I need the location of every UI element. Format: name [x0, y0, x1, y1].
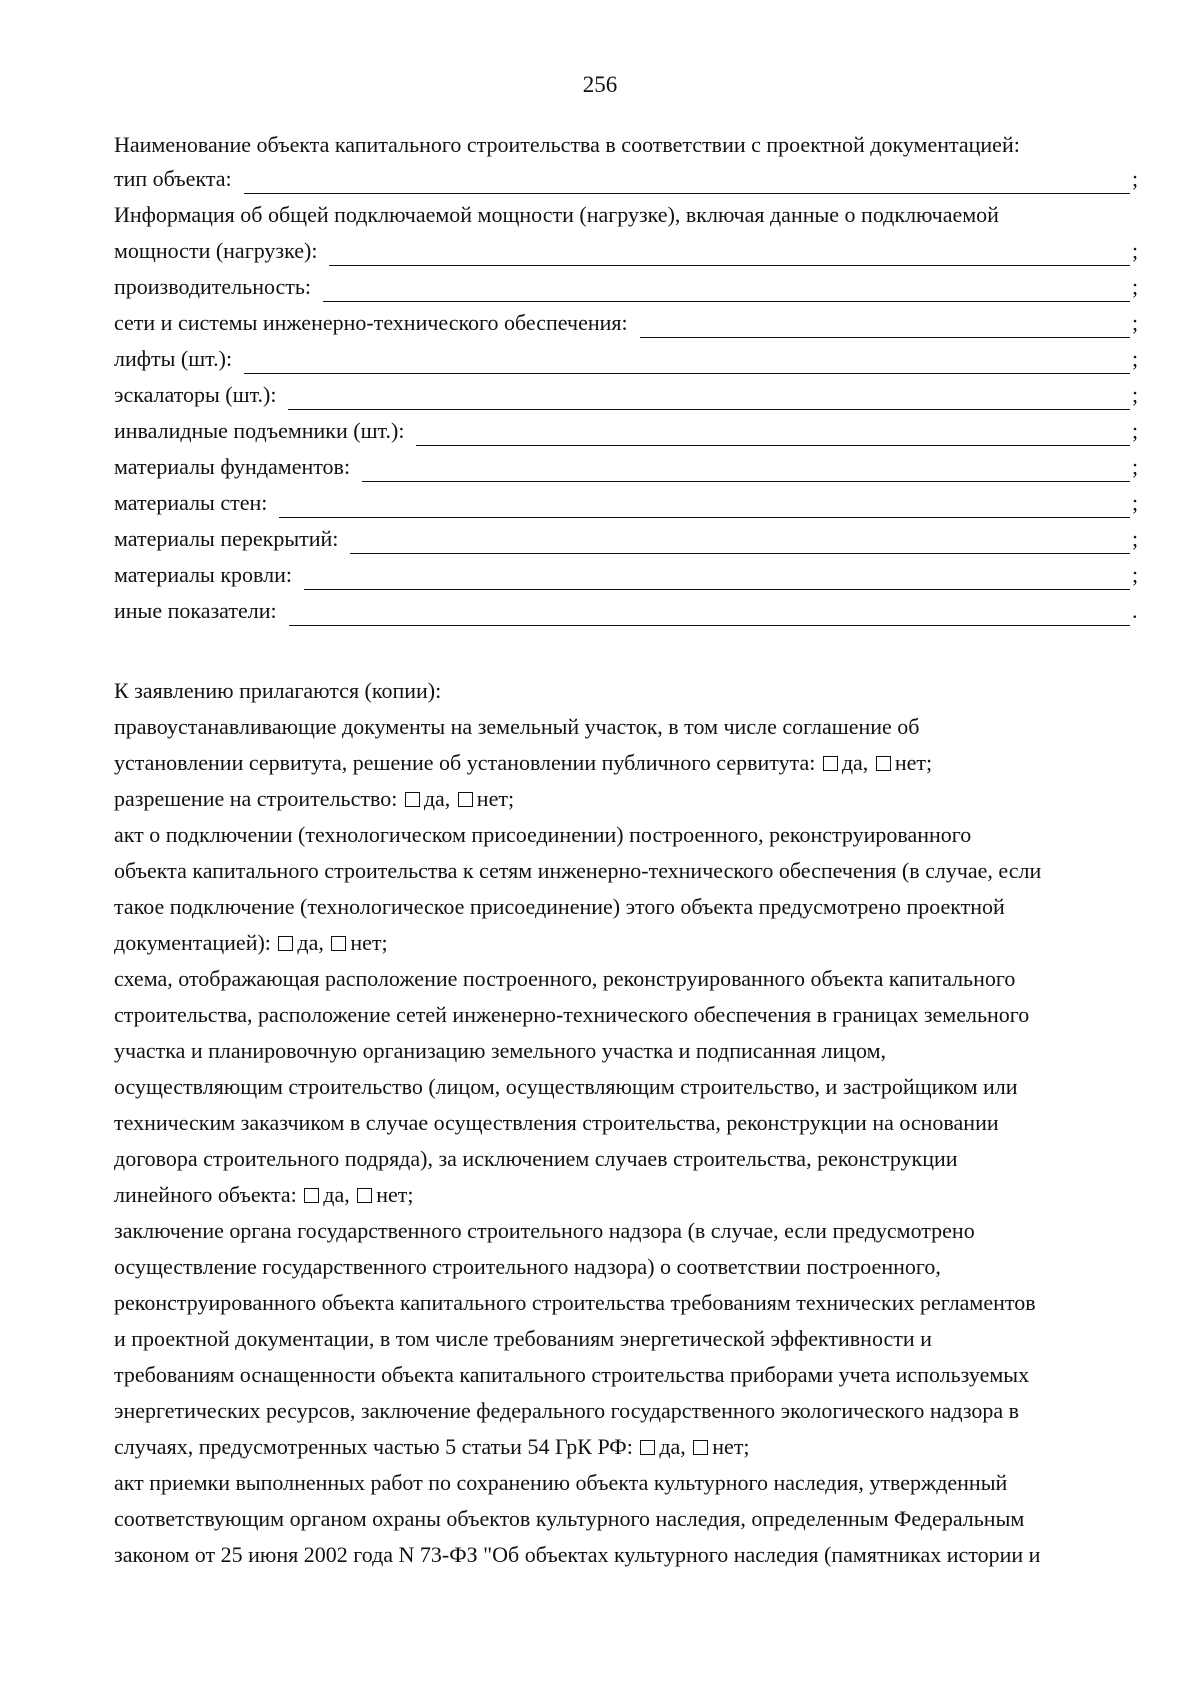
attachment-permit: разрешение на строительство: да, нет;	[114, 786, 515, 811]
productivity-input-line[interactable]	[323, 277, 1130, 302]
attachment-text: реконструированного объекта капитального строительства требованиям технических регламентов	[114, 1290, 1036, 1315]
networks-input-line[interactable]	[640, 313, 1130, 338]
field-foundation: материалы фундаментов: ;	[114, 452, 1140, 482]
attachment-text: акт приемки выполненных работ по сохранению объекта культурного наследия, утвержденный	[114, 1470, 1008, 1495]
field-floors: материалы перекрытий: ;	[114, 524, 1140, 554]
scheme-no-checkbox[interactable]	[357, 1188, 372, 1203]
attachment-text: объекта капитального строительства к сетям инженерно-технического обеспечения (в случае, если	[114, 858, 1042, 883]
permit-yes-checkbox[interactable]	[405, 792, 420, 807]
attachment-text: требованиям оснащенности объекта капитального строительства приборами учета используемых	[114, 1362, 1030, 1387]
attachment-rights-docs: установлении сервитута, решение об установлении публичного сервитута: да, нет;	[114, 750, 933, 775]
rights-docs-no-checkbox[interactable]	[876, 756, 891, 771]
field-label: сети и системы инженерно-технического обеспечения:	[114, 310, 628, 335]
field-capacity: мощности (нагрузке): ;	[114, 236, 1140, 266]
attachment-text: договора строительного подряда), за исключением случаев строительства, реконструкции	[114, 1146, 958, 1171]
lifts-input-line[interactable]	[244, 349, 1130, 374]
attachment-text: соответствующим органом охраны объектов культурного наследия, определенным Федеральным	[114, 1506, 1025, 1531]
attachment-scheme: линейного объекта: да, нет;	[114, 1182, 414, 1207]
attachment-text: техническим заказчиком в случае осуществления строительства, реконструкции на основании	[114, 1110, 999, 1135]
rights-docs-yes-checkbox[interactable]	[823, 756, 838, 771]
fields-title: Наименование объекта капитального строительства в соответствии с проектной документацией:	[114, 132, 1020, 157]
attachment-text: участка и планировочную организацию земельного участка и подписанная лицом,	[114, 1038, 887, 1063]
roof-input-line[interactable]	[304, 565, 1130, 590]
capacity-input-line[interactable]	[329, 241, 1130, 266]
field-label: мощности (нагрузке):	[114, 238, 318, 263]
field-label: инвалидные подъемники (шт.):	[114, 418, 405, 443]
other-input-line[interactable]	[289, 601, 1130, 626]
attachment-text: акт о подключении (технологическом присоединении) построенного, реконструированного	[114, 822, 972, 847]
attachment-text: такое подключение (технологическое присоединение) этого объекта предусмотрено проектной	[114, 894, 1005, 919]
field-label: лифты (шт.):	[114, 346, 233, 371]
field-label: производительность:	[114, 274, 312, 299]
supervision-no-checkbox[interactable]	[693, 1440, 708, 1455]
field-productivity: производительность: ;	[114, 272, 1140, 302]
attachment-text: схема, отображающая расположение построенного, реконструированного объекта капитального	[114, 966, 1016, 991]
field-label: материалы кровли:	[114, 562, 292, 587]
attachment-text: осуществление государственного строительного надзора) о соответствии построенного,	[114, 1254, 941, 1279]
field-object-type: тип объекта: ;	[114, 164, 1140, 194]
attachment-text: законом от 25 июня 2002 года N 73-ФЗ "Об объектах культурного наследия (памятниках истории и	[114, 1542, 1041, 1567]
permit-no-checkbox[interactable]	[458, 792, 473, 807]
supervision-yes-checkbox[interactable]	[640, 1440, 655, 1455]
field-label: материалы перекрытий:	[114, 526, 339, 551]
field-escalators: эскалаторы (шт.): ;	[114, 380, 1140, 410]
field-walls: материалы стен: ;	[114, 488, 1140, 518]
page-number: 256	[582, 72, 618, 97]
floors-input-line[interactable]	[350, 529, 1130, 554]
field-roof: материалы кровли: ;	[114, 560, 1140, 590]
attachment-text: и проектной документации, в том числе требованиям энергетической эффективности и	[114, 1326, 932, 1351]
scheme-yes-checkbox[interactable]	[304, 1188, 319, 1203]
walls-input-line[interactable]	[279, 493, 1130, 518]
field-label: материалы стен:	[114, 490, 268, 515]
attachment-connection-act: документацией): да, нет;	[114, 930, 388, 955]
foundation-input-line[interactable]	[362, 457, 1130, 482]
capacity-intro: Информация об общей подключаемой мощности (нагрузке), включая данные о подключаемой	[114, 202, 999, 227]
attachment-text: правоустанавливающие документы на земельный участок, в том числе соглашение об	[114, 714, 920, 739]
field-label: тип объекта:	[114, 166, 232, 191]
attachments-title: К заявлению прилагаются (копии):	[114, 678, 442, 703]
attachment-text: осуществляющим строительство (лицом, осуществляющим строительство, и застройщиком или	[114, 1074, 1018, 1099]
attachment-text: заключение органа государственного строительного надзора (в случае, если предусмотрено	[114, 1218, 975, 1243]
object-type-input-line[interactable]	[244, 169, 1130, 194]
field-disabled-lifts: инвалидные подъемники (шт.): ;	[114, 416, 1140, 446]
escalators-input-line[interactable]	[288, 385, 1130, 410]
connection-act-yes-checkbox[interactable]	[278, 936, 293, 951]
connection-act-no-checkbox[interactable]	[331, 936, 346, 951]
field-other: иные показатели: .	[114, 596, 1140, 626]
field-label: иные показатели:	[114, 598, 277, 623]
attachment-text: энергетических ресурсов, заключение федерального государственного экологического надзора в	[114, 1398, 1020, 1423]
disabled-lifts-input-line[interactable]	[416, 421, 1130, 446]
attachment-text: строительства, расположение сетей инженерно-технического обеспечения в границах земельного	[114, 1002, 1030, 1027]
field-networks: сети и системы инженерно-технического обеспечения: ;	[114, 308, 1140, 338]
attachment-supervision: случаях, предусмотренных частью 5 статьи 54 ГрК РФ: да, нет;	[114, 1434, 750, 1459]
field-label: материалы фундаментов:	[114, 454, 351, 479]
field-lifts: лифты (шт.): ;	[114, 344, 1140, 374]
field-label: эскалаторы (шт.):	[114, 382, 277, 407]
